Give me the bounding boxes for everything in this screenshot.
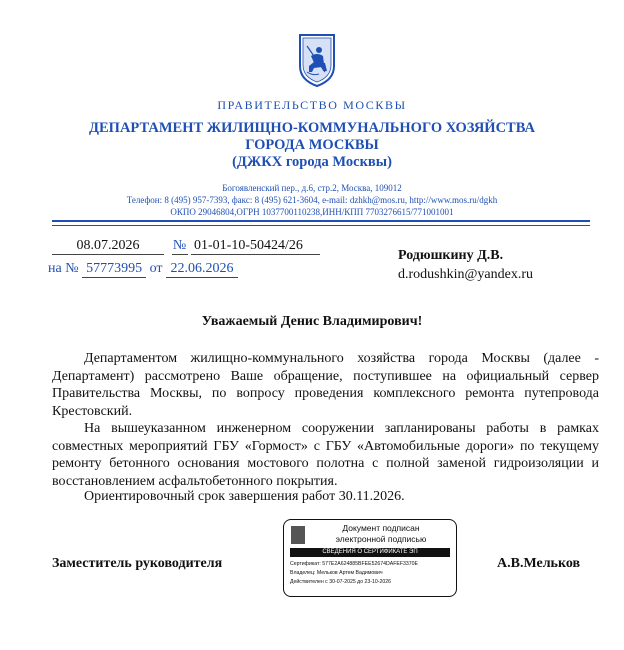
salutation: Уважаемый Денис Владимирович! <box>201 314 423 329</box>
signatory-title: Заместитель руководителя <box>52 556 223 571</box>
department-codes: ОКПО 29046804,ОГРН 1037700110238,ИНН/КПП 7703276615/771001001 <box>170 207 454 217</box>
body-paragraph-2: На вышеуказанном инженерном сооружении запланированы работы в рамках совместных мероприятий ГБУ «Гормост» с ГБУ «Автомобильные дороги» по текущему ремонту бетонного основания мостового полотна с полной заменой гидроизоляции и восстановлением асфальтобетонного покрытия. <box>52 421 599 489</box>
signatory-name: А.В.Мельков <box>497 556 581 571</box>
reply-date: 22.06.2026 <box>166 261 238 278</box>
website-link[interactable]: http://www.mos.ru/dgkh <box>409 195 498 205</box>
contacts-prefix: Телефон: 8 (495) 957-7393, факс: 8 (495) 621-3604, e-mail: <box>126 195 350 205</box>
department-name-line1: ДЕПАРТАМЕНТ ЖИЛИЩНО-КОММУНАЛЬНОГО ХОЗЯЙСТВА <box>89 120 535 136</box>
electronic-signature-stamp <box>283 519 457 597</box>
department-contacts <box>0 195 624 206</box>
number-label: № <box>172 238 187 253</box>
government-name: ПРАВИТЕЛЬСТВО МОСКВЫ <box>217 98 407 112</box>
department-address: Богоявленский пер., д.6, стр.2, Москва, 109012 <box>222 183 402 193</box>
stamp-title <box>308 523 454 545</box>
recipient-email: d.rodushkin@yandex.ru <box>398 267 533 282</box>
reply-label: на № <box>48 261 79 276</box>
stamp-certificate-id: Сертификат: 577E2A624885BFEE52674DAFEF3370E <box>290 561 419 567</box>
recipient-block <box>398 246 533 284</box>
body-paragraph-3: Ориентировочный срок завершения работ 30.11.2026. <box>84 489 405 504</box>
stamp-title-line2: электронной подписью <box>335 534 427 544</box>
stamp-title-line1: Документ подписан <box>342 523 420 533</box>
from-label: от <box>149 261 163 276</box>
incoming-reference <box>48 261 238 278</box>
moscow-coat-of-arms-icon <box>297 32 337 88</box>
stamp-certificate-validity: Действителен с 30-07-2025 до 23-10-2026 <box>290 579 392 585</box>
stamp-certificate-header: СВЕДЕНИЯ О СЕРТИФИКАТЕ ЭП <box>290 548 450 557</box>
email-link[interactable]: dzhkh@mos.ru <box>349 195 405 205</box>
recipient-name: Родюшкину Д.В. <box>398 248 504 263</box>
department-name-line2: ГОРОДА МОСКВЫ <box>245 137 379 153</box>
stamp-certificate-owner: Владелец: Мельков Артем Вадимович <box>290 570 383 576</box>
outgoing-date: 08.07.2026 <box>52 238 164 255</box>
body-paragraph-1: Департаментом жилищно-коммунального хозяйства города Москвы (далее - Департамент) рассмотрено Ваше обращение, поступившее на официальный сервер Правительства Москвы, по вопросу проведения комплексного ремонта путепровода Крестовский. <box>52 351 599 419</box>
reply-number: 57773995 <box>82 261 146 278</box>
department-short-name: (ДЖКХ города Москвы) <box>232 154 392 170</box>
outgoing-number: 01-01-10-50424/26 <box>191 238 320 255</box>
contacts-separator: , <box>404 195 410 205</box>
outgoing-registration <box>52 238 320 255</box>
letterhead-divider-thin <box>52 225 590 226</box>
coat-of-arms-small-icon <box>291 526 305 544</box>
letterhead-divider-thick <box>52 220 590 222</box>
